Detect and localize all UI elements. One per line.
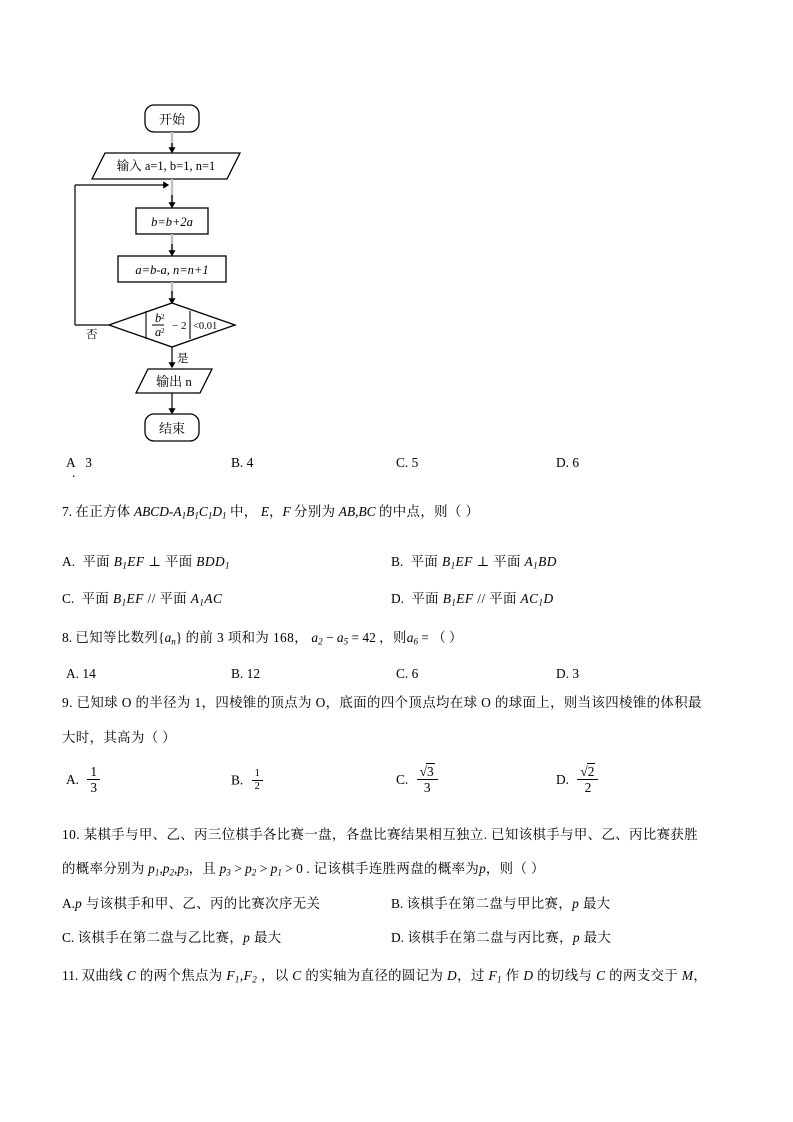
q7-cube2-d: D: [212, 504, 223, 519]
flowchart-output-node: [136, 369, 212, 393]
q9-option-c-fraction: [417, 764, 438, 796]
q7-cube-label: ABCD: [133, 504, 169, 519]
q7-stem-part1: 在正方体: [75, 504, 131, 519]
flowchart-end-node: [145, 414, 199, 441]
q8-option-d-label: D.: [556, 666, 570, 681]
q11-stem-line1: [62, 965, 707, 984]
q7-option-d[interactable]: [391, 588, 554, 607]
q10-option-a[interactable]: [62, 893, 320, 912]
q10-option-b-text: 该棋手在第二盘与甲比赛，p 最大: [406, 896, 611, 911]
q7-point-f: F: [282, 504, 291, 519]
q6-option-c-value: 5: [411, 455, 419, 470]
flowchart-start-label: 开始: [158, 112, 186, 127]
q7-number: 7.: [62, 504, 73, 519]
q8-option-c-value: 6: [411, 666, 419, 681]
q7-segments: AB,BC: [338, 504, 376, 519]
q7-stem-part4: 的中点，则（ ）: [378, 504, 480, 519]
q7-option-b[interactable]: [391, 551, 557, 570]
q8-option-a-value: 14: [82, 666, 96, 681]
q8-sequence-brace: $\{a_n\}$: [158, 630, 183, 647]
q10-stem-part-b: ，且: [188, 861, 217, 876]
q7-option-b-label: B.: [391, 554, 404, 569]
flowchart-decision-node: [109, 303, 235, 347]
q10-stem-line2: [62, 858, 545, 877]
q9-option-b-label: B.: [231, 772, 244, 788]
q9-stem-line2: 大时，其高为（ ）: [62, 730, 177, 745]
flowchart-decision-numerator: b: [155, 311, 162, 325]
flowchart-decision-denominator: a: [155, 325, 162, 339]
q9-option-b-fraction: [252, 768, 263, 793]
q7-option-d-label: D.: [391, 591, 405, 606]
flowchart-start-node: [145, 105, 199, 132]
q10-option-c-label: C.: [62, 930, 75, 945]
q10-stem-part-c: . 记该棋手连胜两盘的概率为: [306, 861, 480, 876]
q7-option-b-text: 平面 $B_1EF$ ⊥ 平面 $A_1BD$: [410, 554, 557, 571]
q8-sequence-subscript: n: [171, 636, 176, 647]
q9-option-d[interactable]: [556, 765, 598, 797]
q10-stem-line1: [62, 824, 698, 843]
q8-option-c[interactable]: [396, 666, 418, 682]
q8-option-d-value: 3: [572, 666, 580, 681]
q7-option-a[interactable]: [62, 551, 230, 570]
q10-option-a-text: p 与该棋手和甲、乙、丙的比赛次序无关: [75, 896, 321, 911]
sqrt-icon: √3: [419, 764, 434, 779]
q9-option-b-denominator: 2: [254, 781, 260, 793]
q9-option-c-label: C.: [396, 771, 409, 787]
q9-option-d-label: D.: [556, 771, 570, 787]
q7-option-c-text: 平面 $B_1EF$ // 平面 $A_1AC$: [81, 591, 223, 608]
q7-dash: -: [168, 504, 174, 519]
q7-stem-part2: 中，: [229, 504, 258, 519]
q9-stem-text1: 已知球 O 的半径为 1，四棱锥的顶点为 O，底面的四个顶点均在球 O 的球面上，则当该四棱锥的体积最: [76, 695, 702, 710]
svg-text:2: 2: [161, 327, 165, 335]
q8-option-b-value: 12: [246, 666, 261, 681]
q10-inequality: $p_3 > p_2 > p_1 > 0$: [219, 861, 303, 878]
q8-option-d[interactable]: [556, 666, 579, 682]
q10-option-d[interactable]: [391, 927, 611, 946]
q10-option-b-label: B.: [391, 896, 404, 911]
q10-p-symbol: p: [479, 861, 486, 876]
q10-option-b[interactable]: [391, 893, 611, 912]
flowchart-process-1-node: [136, 208, 208, 234]
q8-number: 8.: [62, 630, 73, 645]
flowchart-decision-minus: −: [172, 320, 179, 332]
q7-cube2-c: C: [198, 504, 208, 519]
q6-option-d-value: 6: [572, 455, 580, 470]
q8-option-b[interactable]: [231, 666, 260, 682]
flowchart-input-label: 输入 a=1, b=1, n=1: [116, 159, 216, 173]
q9-option-a-denominator: 3: [90, 780, 98, 796]
q8-sequence-symbol: a: [164, 630, 172, 645]
q8-option-a[interactable]: [66, 666, 96, 682]
q9-option-d-fraction: [577, 764, 598, 796]
flowchart-diagram: [60, 95, 360, 445]
q10-stem-part-d: ，则（ ）: [485, 861, 545, 876]
q6-option-a-value: 3: [85, 455, 92, 470]
q9-stem-line1: [62, 692, 702, 711]
q10-probabilities: $p_1,p_2,p_3$: [148, 861, 189, 878]
flowchart-input-node: [92, 153, 240, 179]
q9-option-b[interactable]: [231, 769, 263, 794]
flowchart-branch-no-label: 否: [86, 329, 98, 341]
q8-stem-part3: ，则: [379, 630, 407, 645]
flowchart-decision-compare: <0.01: [193, 321, 218, 332]
q9-option-a-numerator: 1: [87, 764, 100, 780]
q9-option-a-fraction: [87, 764, 100, 796]
q7-option-a-text: 平面 $B_1EF$ ⊥ 平面 $BDD_1$: [82, 554, 230, 571]
q7-option-c-label: C.: [62, 591, 75, 606]
q7-option-d-text: 平面 $B_1EF$ // 平面 $AC_1D$: [411, 591, 554, 608]
flowchart-process-2-label: a=b-a, n=n+1: [135, 263, 209, 277]
q9-option-a-label: A.: [66, 771, 80, 787]
q10-option-c-text: 该棋手在第二盘与乙比赛，p 最大: [77, 930, 282, 945]
q9-option-c-numerator: [417, 764, 438, 780]
q11-number: 11.: [62, 968, 79, 983]
q6-option-b-label: B.: [231, 455, 244, 470]
q7-cube2-b: B: [186, 504, 195, 519]
q8-stem-part2: 的前 3 项和为 168，: [185, 630, 309, 645]
q11-stem-text1: 双曲线 C 的两个焦点为 $F_1,F_2$ ，以 C 的实轴为直径的圆记为 D，过 $F_1$ 作 D 的切线与 C 的两支交于 M，: [81, 968, 708, 985]
q8-condition: $a_2 - a_5 = 42$: [311, 630, 376, 647]
svg-text:2: 2: [161, 313, 165, 321]
q9-option-d-denominator: 2: [584, 780, 592, 796]
q8-option-a-label: A.: [66, 666, 80, 681]
q7-comma: ，: [269, 504, 283, 519]
q10-number: 10.: [62, 827, 80, 842]
q10-option-d-text: 该棋手在第二盘与丙比赛，p 最大: [407, 930, 612, 945]
q7-option-a-label: A.: [62, 554, 76, 569]
flowchart-output-label: 输出 n: [156, 374, 192, 389]
q8-stem: [62, 627, 462, 646]
q10-option-d-label: D.: [391, 930, 405, 945]
flowchart-branch-yes-label: 是: [177, 353, 189, 365]
q6-option-a-label: A: [66, 455, 75, 470]
q7-point-e: E: [260, 504, 270, 519]
q6-option-c-label: C.: [396, 455, 409, 470]
q9-option-c[interactable]: [396, 765, 438, 797]
q8-option-c-label: C.: [396, 666, 409, 681]
q9-option-b-numerator: 1: [252, 768, 263, 781]
flowchart-process-2-node: [118, 256, 226, 282]
q6-option-b-value: 4: [246, 455, 254, 470]
flowchart-svg: [60, 95, 360, 445]
q6-stray-dot: .: [72, 465, 76, 480]
q8-option-b-label: B.: [231, 666, 244, 681]
q10-stem-text1: 某棋手与甲、乙、丙三位棋手各比赛一盘，各盘比赛结果相互独立. 已知该棋手与甲、乙、丙比赛获胜: [83, 827, 698, 842]
q9-number: 9.: [62, 695, 73, 710]
q8-target: $a_6$ = （ ）: [406, 630, 463, 647]
q10-stem-part-a: 的概率分别为: [62, 861, 145, 876]
q6-option-d[interactable]: [556, 455, 579, 471]
q6-option-b[interactable]: [231, 455, 253, 471]
q7-stem-part3: 分别为: [294, 504, 336, 519]
q9-option-c-denominator: 3: [423, 780, 431, 796]
q7-stem: 7. 在正方体 ABCD-$A_1B_1C_1D_1$ 中， E，F 分别为 AB,BC 的中点，则（ ）: [62, 504, 480, 521]
q6-option-d-label: D.: [556, 455, 570, 470]
q10-option-c[interactable]: [62, 927, 282, 946]
q8-stem-part1: 已知等比数列: [75, 630, 159, 645]
flowchart-decision-two: 2: [181, 320, 187, 332]
q10-option-a-label: A.: [62, 896, 76, 911]
flowchart-process-1-label: b=b+2a: [151, 215, 193, 229]
q7-option-c[interactable]: [62, 588, 222, 607]
q9-option-d-numerator: [577, 764, 598, 780]
q9-option-a[interactable]: [66, 765, 100, 797]
sqrt-icon: √2: [580, 764, 595, 779]
q7-cube2-a: A: [173, 504, 182, 519]
flowchart-end-label: 结束: [158, 421, 186, 436]
q6-option-a[interactable]: [66, 455, 92, 471]
q6-option-c[interactable]: [396, 455, 418, 471]
